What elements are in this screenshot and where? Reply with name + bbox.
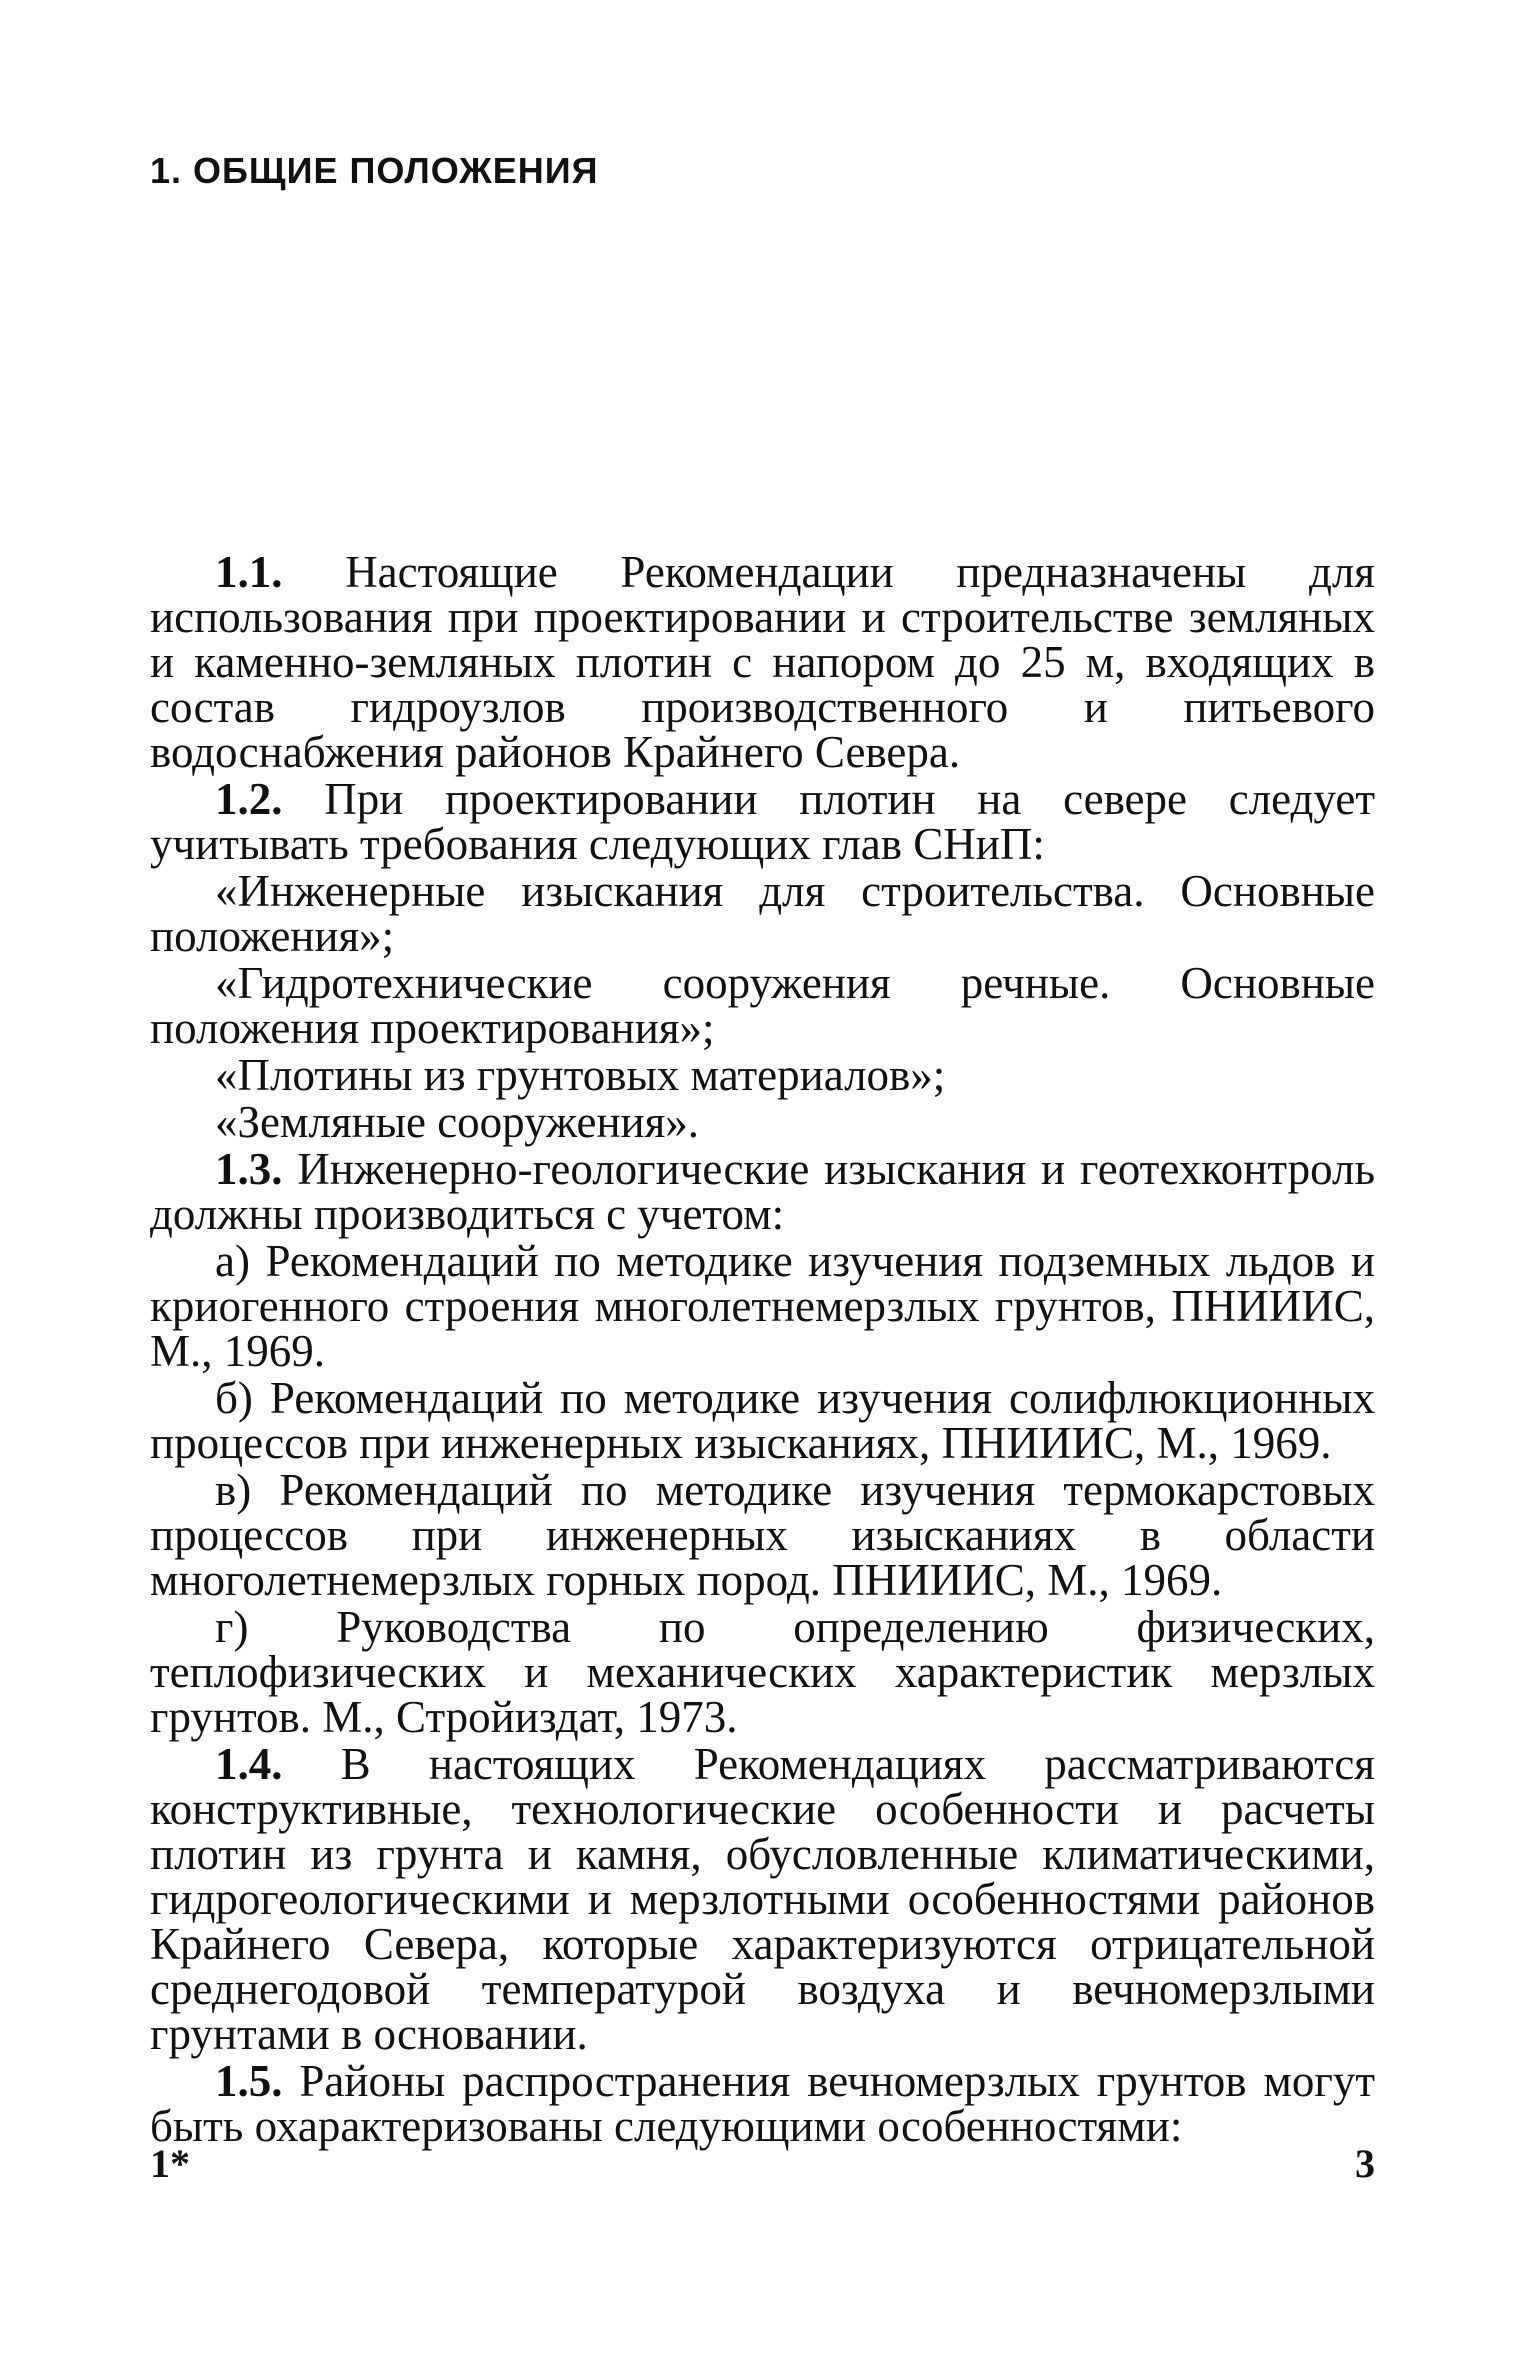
paragraph-1-1 xyxy=(150,547,1375,777)
list-item-a xyxy=(150,1236,1375,1376)
paragraph-text: «Гидротехнические сооружения речные. Основные положения проектирования»; xyxy=(150,958,1375,1053)
paragraph-1-4 xyxy=(150,1739,1375,2059)
paragraph-number: 1.2. xyxy=(215,774,283,824)
body-text xyxy=(150,547,1375,2151)
paragraph-text: в) Рекомендаций по методике изучения термокарстовых процессов при инженерных изысканиях в области многолетнемерзлых горных пород. ПНИИИС, М., 1969. xyxy=(150,1465,1375,1605)
signature-mark: 1* xyxy=(150,2141,190,2186)
paragraph-text: «Земляные сооружения». xyxy=(215,1097,700,1147)
paragraph-text: «Инженерные изыскания для строительства. Основные положения»; xyxy=(150,866,1375,961)
paragraph-text: «Плотины из грунтовых материалов»; xyxy=(215,1050,946,1100)
list-item-g xyxy=(150,1602,1375,1742)
page-number: 3 xyxy=(1355,2141,1375,2186)
paragraph-text: а) Рекомендаций по методике изучения подземных льдов и криогенного строения многолетнемерзлых грунтов, ПНИИИС, М., 1969. xyxy=(150,1236,1375,1376)
paragraph-text: Инженерно-геологические изыскания и геотехконтроль должны производиться с учетом: xyxy=(150,1144,1375,1239)
paragraph-1-3 xyxy=(150,1144,1375,1239)
paragraph-number: 1.5. xyxy=(215,2056,283,2106)
paragraph-number: 1.4. xyxy=(215,1739,283,1789)
paragraph-text: При проектировании плотин на севере следует учитывать требования следующих глав СНиП: xyxy=(150,774,1375,869)
paragraph-text: Настоящие Рекомендации предназначены для использования при проектировании и строительстве земляных и каменно-земляных плотин с напором до 25 м, входящих в состав гидроузлов производственного и питьевого водоснабжения районов Крайнего Севера. xyxy=(150,547,1375,777)
paragraph-text: г) Руководства по определению физических, теплофизических и механических характеристик мерзлых грунтов. М., Стройиздат, 1973. xyxy=(150,1602,1375,1742)
list-item-snip-2 xyxy=(150,958,1375,1053)
paragraph-text: б) Рекомендаций по методике изучения солифлюкционных процессов при инженерных изысканиях, ПНИИИС, М., 1969. xyxy=(150,1373,1375,1468)
list-item-b xyxy=(150,1373,1375,1468)
list-item-v xyxy=(150,1465,1375,1605)
paragraph-1-2 xyxy=(150,774,1375,869)
paragraph-text: Районы распространения вечномерзлых грунтов могут быть охарактеризованы следующими особенностями: xyxy=(150,2056,1375,2151)
paragraph-1-5 xyxy=(150,2056,1375,2151)
paragraph-text: В настоящих Рекомендациях рассматриваются конструктивные, технологические особенности и расчеты плотин из грунта и камня, обусловленные климатическими, гидрогеологическими и мерзлотными особенностями районов Крайнего Севера, которые характеризуются отрицательной среднегодовой температурой воздуха и вечномерзлыми грунтами в основании. xyxy=(150,1739,1375,2059)
paragraph-number: 1.1. xyxy=(215,547,283,597)
list-item-snip-3 xyxy=(150,1050,1375,1100)
list-item-snip-4 xyxy=(150,1097,1375,1147)
section-heading: 1. ОБЩИЕ ПОЛОЖЕНИЯ xyxy=(150,150,599,191)
paragraph-number: 1.3. xyxy=(215,1144,283,1194)
list-item-snip-1 xyxy=(150,866,1375,961)
